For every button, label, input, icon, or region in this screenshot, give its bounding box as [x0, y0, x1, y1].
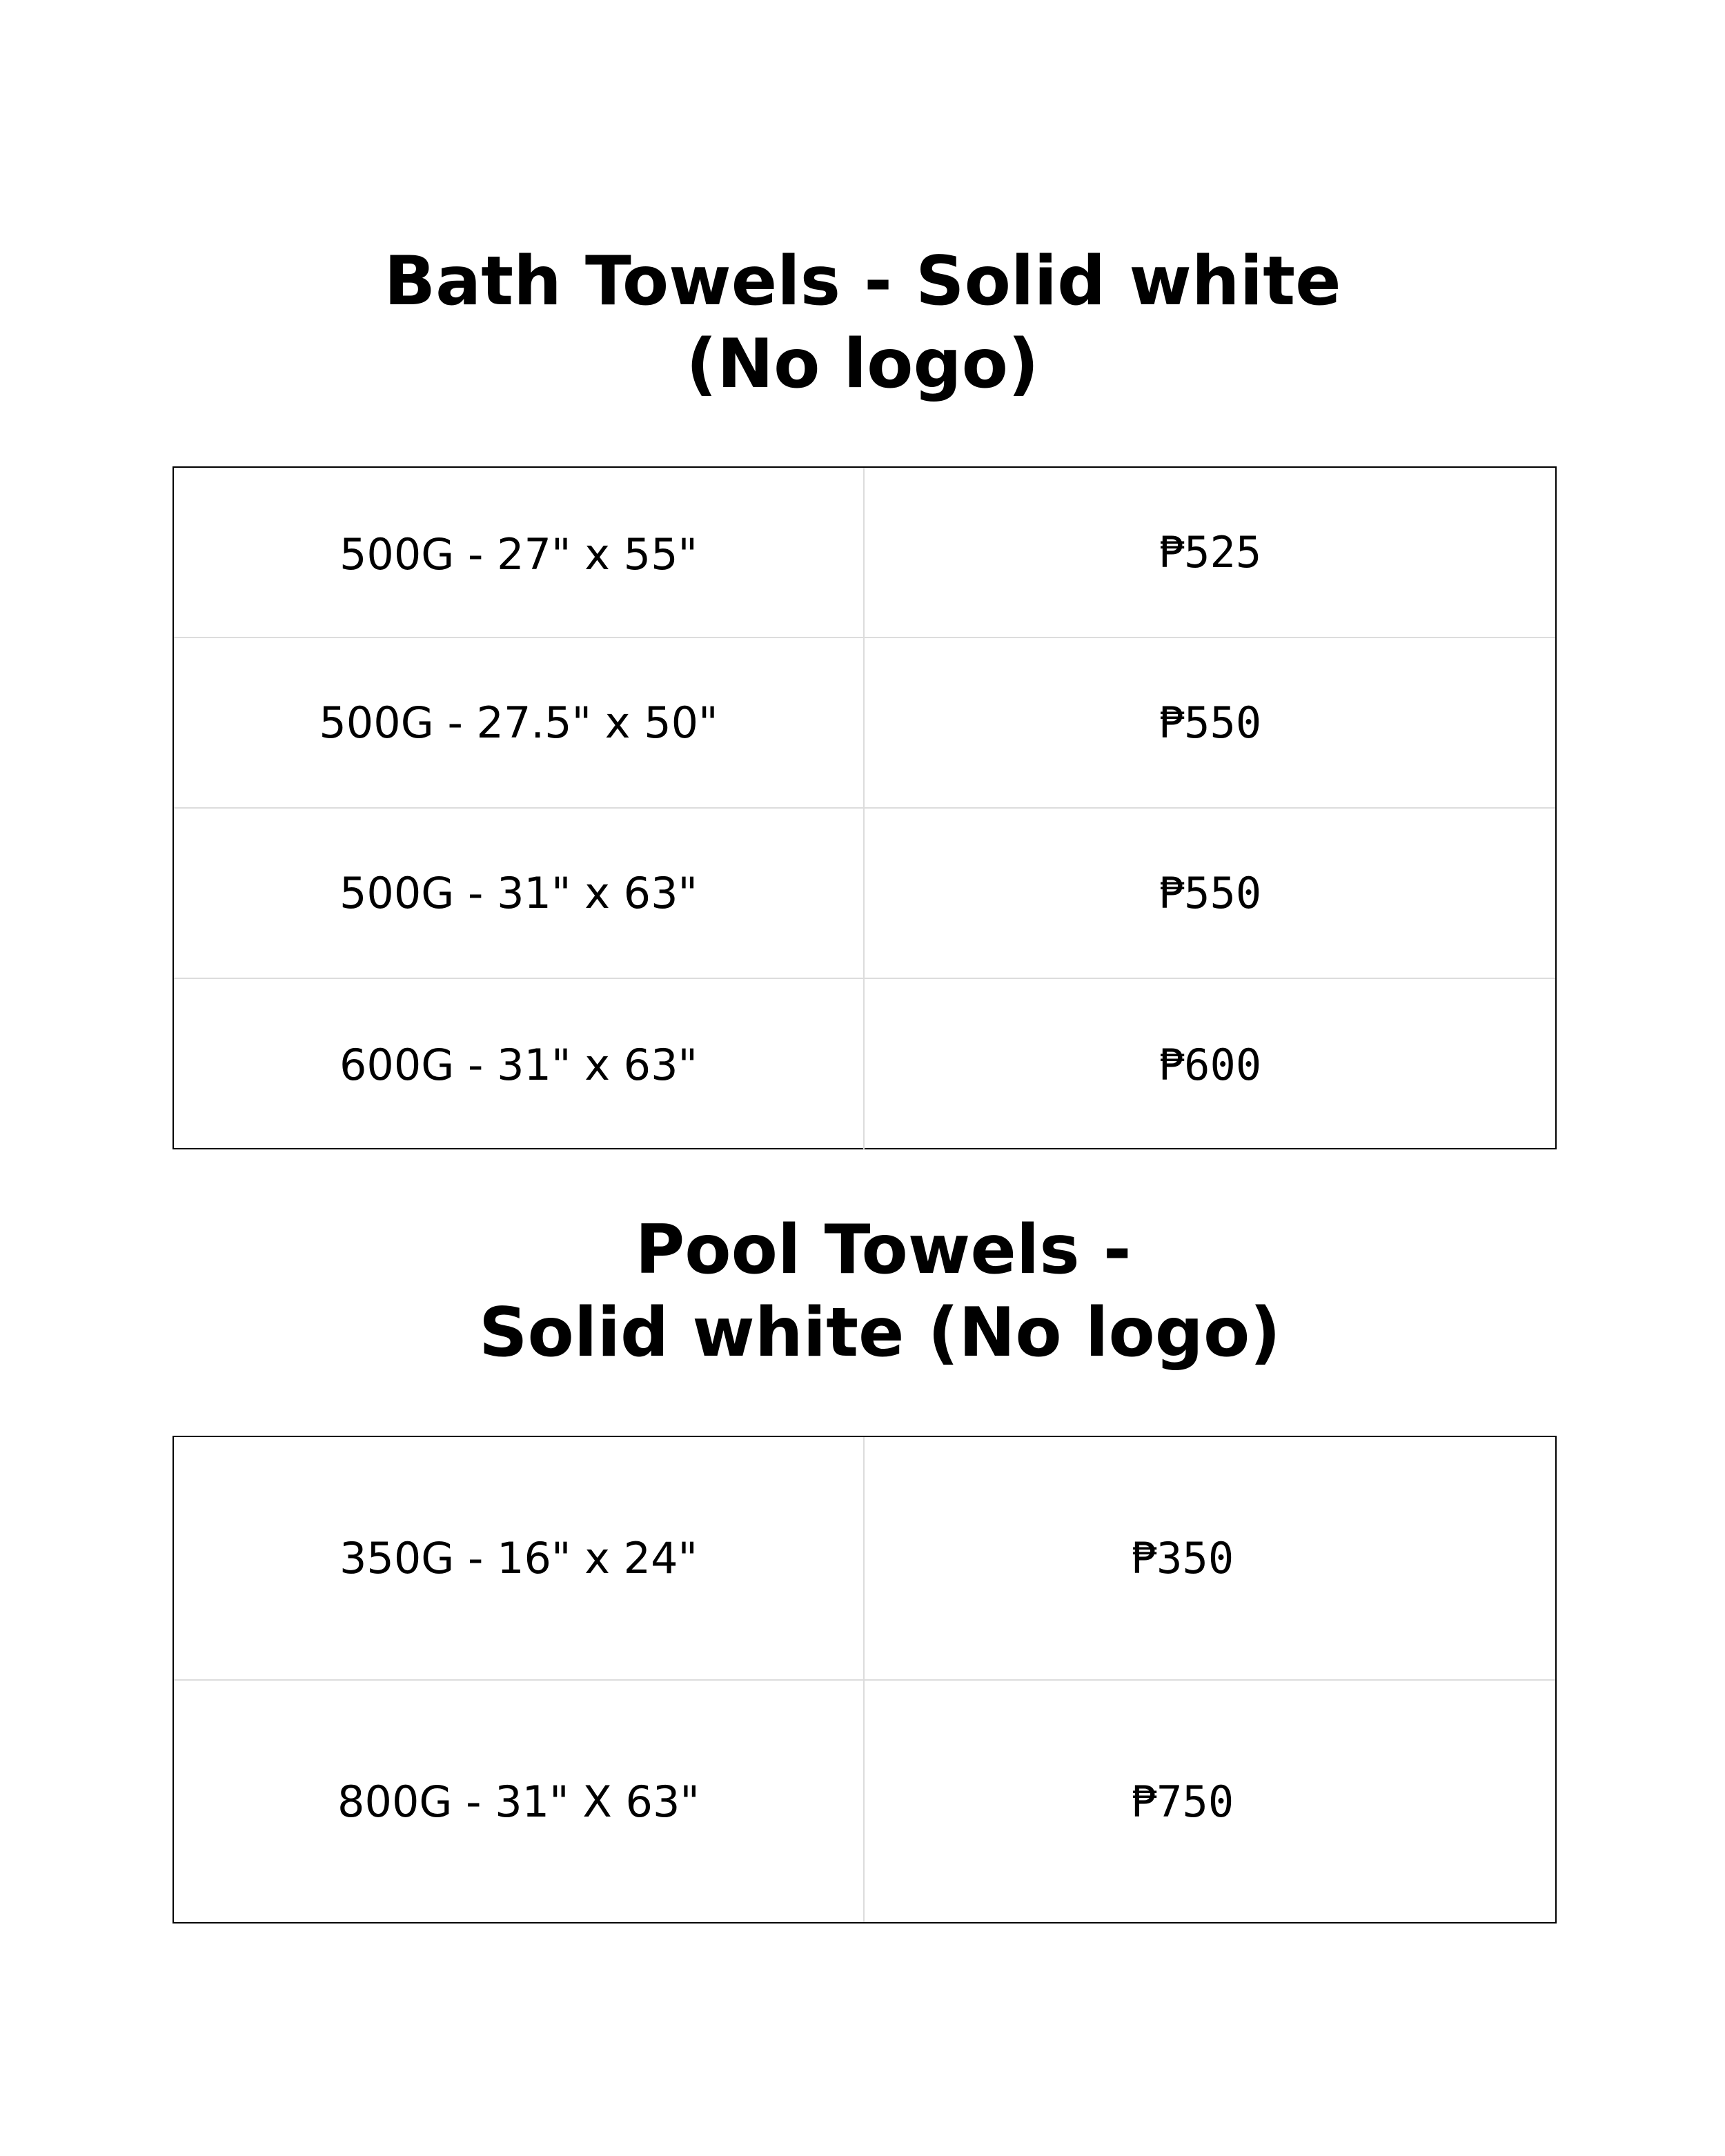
table-row: [174, 468, 1555, 638]
towel-price-cell: ₱600: [1158, 1039, 1262, 1090]
towel-price-cell: ₱525: [1158, 527, 1262, 577]
towel-price-cell: ₱350: [1130, 1533, 1234, 1583]
bath-towels-title-line-1: Bath Towels - Solid white: [384, 242, 1341, 321]
pool-towels-title-line-2: Solid white (No logo): [478, 1294, 1281, 1372]
towel-size-cell: 350G - 16" x 24": [174, 1437, 865, 1679]
towel-size-cell: 500G - 31" x 63": [174, 809, 865, 978]
table-row: [174, 979, 1555, 1150]
towel-size-cell: 600G - 31" x 63": [174, 979, 865, 1150]
table-row: [174, 638, 1555, 809]
table-row: [174, 1437, 1555, 1681]
bath-towels-price-table: [172, 466, 1557, 1149]
towel-price-cell: ₱550: [1158, 868, 1262, 918]
towel-price-cell: ₱750: [1130, 1776, 1234, 1827]
towel-size-cell: 500G - 27.5" x 50": [174, 638, 865, 807]
pool-towels-title: [0, 1209, 1725, 1374]
towel-size-cell: 800G - 31" X 63": [174, 1681, 865, 1922]
towel-size-cell: 500G - 27" x 55": [174, 468, 865, 637]
towel-price-cell: ₱550: [1158, 698, 1262, 748]
bath-towels-title: [0, 240, 1725, 406]
bath-towels-title-line-2: (No logo): [686, 325, 1039, 404]
table-row: [174, 809, 1555, 979]
table-row: [174, 1681, 1555, 1922]
pool-towels-price-table: [172, 1436, 1557, 1923]
pool-towels-title-line-1: Pool Towels -: [635, 1211, 1132, 1289]
